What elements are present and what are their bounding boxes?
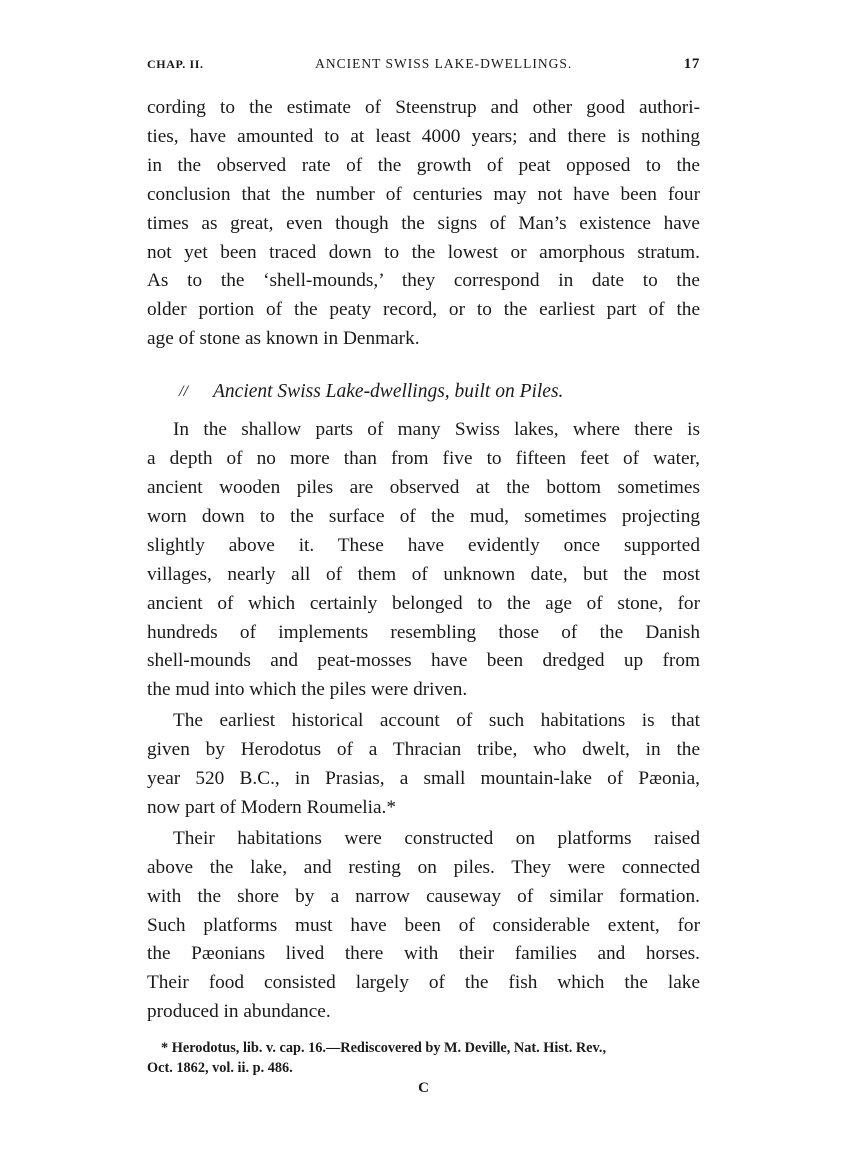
text-line: In the shallow parts of many Swiss lakes, where there is: [173, 419, 700, 441]
text-line: in the observed rate of the growth of peat opposed to the: [147, 154, 700, 176]
text-line: Their habitations were constructed on platforms raised: [173, 827, 700, 849]
text-line: cording to the estimate of Steenstrup and other good authori-: [147, 97, 700, 118]
text-line: As to the ‘shell-mounds,’ they correspond in date to the: [147, 270, 700, 292]
text-line: produced in abundance.: [147, 1001, 331, 1023]
text-line: above the lake, and resting on piles. They were connected: [147, 856, 700, 878]
text-line: the mud into which the piles were driven.: [147, 679, 468, 701]
text-line: Such platforms must have been of considerable extent, for: [147, 914, 700, 936]
text-line: year 520 B.C., in Prasias, a small mountain-lake of Pæonia,: [147, 768, 700, 790]
page-number: 17: [683, 56, 700, 72]
text-line: now part of Modern Roumelia.*: [147, 796, 396, 818]
signature-mark: C: [418, 1080, 429, 1097]
text-line: The earliest historical account of such habitations is that: [173, 710, 700, 732]
text-line: worn down to the surface of the mud, sometimes projecting: [147, 505, 700, 527]
paragraph-2: [147, 416, 700, 705]
section-heading: [147, 378, 700, 406]
text-line: villages, nearly all of them of unknown date, but the most: [147, 563, 700, 585]
paragraph-1: [147, 94, 700, 354]
text-line: age of stone as known in Denmark.: [147, 328, 420, 350]
text-line: the Pæonians lived there with their families and horses.: [147, 943, 700, 965]
text-line: older portion of the peaty record, or to the earliest part of the: [147, 299, 700, 321]
paragraph-3: [147, 707, 700, 823]
chapter-label: CHAP. II.: [147, 57, 204, 71]
text-line: a depth of no more than from five to fifteen feet of water,: [147, 448, 700, 470]
section-heading-text: Ancient Swiss Lake-dwellings, built on Piles.: [213, 381, 564, 403]
footnote: [147, 1039, 700, 1078]
text-line: shell-mounds and peat-mosses have been dredged up from: [147, 650, 700, 672]
text-line: ancient of which certainly belonged to the age of stone, for: [147, 592, 700, 614]
running-title: ANCIENT SWISS LAKE-DWELLINGS.: [315, 56, 573, 71]
text-line: with the shore by a narrow causeway of similar formation.: [147, 885, 700, 907]
text-line: given by Herodotus of a Thracian tribe, who dwelt, in the: [147, 739, 700, 761]
paragraph-4: [147, 825, 700, 1027]
text-line: not yet been traced down to the lowest or amorphous stratum.: [147, 241, 700, 263]
running-head: [147, 56, 700, 78]
text-line: Their food consisted largely of the fish which the lake: [147, 972, 700, 994]
book-page: [147, 56, 700, 1097]
margin-mark: //: [179, 383, 188, 401]
text-line: ancient wooden piles are observed at the bottom sometimes: [147, 476, 700, 498]
footnote-line: Oct. 1862, vol. ii. p. 486.: [147, 1059, 293, 1076]
text-line: conclusion that the number of centuries may not have been four: [147, 183, 700, 205]
text-line: slightly above it. These have evidently once supported: [147, 534, 700, 556]
text-line: times as great, even though the signs of Man’s existence have: [147, 212, 700, 234]
text-line: hundreds of implements resembling those of the Danish: [147, 621, 700, 643]
text-line: ties, have amounted to at least 4000 years; and there is nothing: [147, 125, 700, 147]
footnote-line: * Herodotus, lib. v. cap. 16.—Rediscovered by M. Deville, Nat. Hist. Rev.,: [161, 1040, 607, 1057]
